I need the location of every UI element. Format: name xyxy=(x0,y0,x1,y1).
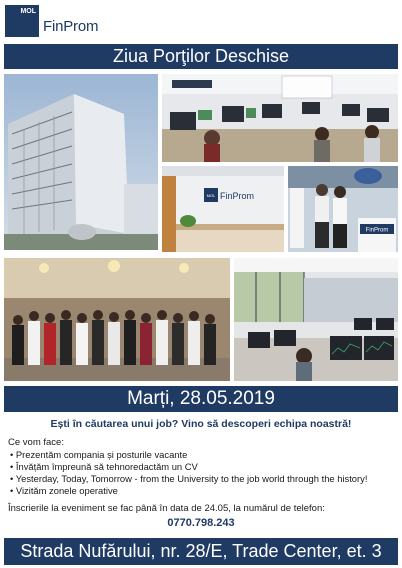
mol-logo-mark: MOL xyxy=(5,5,39,37)
address-banner: Strada Nufărului, nr. 28/E, Trade Center, et. 3 xyxy=(4,538,398,565)
title-banner: Ziua Porţilor Deschise xyxy=(4,44,398,69)
building-photo xyxy=(4,74,158,250)
logo-company-name: FinProm xyxy=(43,17,99,35)
booth-sign-text: FinProm xyxy=(365,227,389,234)
event-booth-photo xyxy=(288,166,398,252)
reception-photo xyxy=(162,166,284,252)
agenda-item: • Învățăm împreună să tehnoredactăm un CV xyxy=(10,461,367,473)
agenda-item: • Yesterday, Today, Tomorrow - from the University to the job world through the history! xyxy=(10,473,367,485)
agenda-item: • Prezentăm compania și posturile vacante xyxy=(10,449,367,461)
finprom-logo xyxy=(5,5,98,37)
agenda-item: • Vizităm zonele operative xyxy=(10,485,367,497)
agenda-heading: Ce vom face: xyxy=(8,437,64,448)
registration-note: Înscrierile la eveniment se fac până în data de 24.05, la numărul de telefon: xyxy=(8,503,325,514)
monitors-office-photo xyxy=(234,258,398,381)
phone-number[interactable]: 0770.798.243 xyxy=(167,517,235,529)
reception-sign-mark: MOL xyxy=(206,193,216,198)
agenda-list xyxy=(10,449,367,497)
team-group-photo xyxy=(4,258,230,381)
reception-sign-text: FinProm xyxy=(220,191,255,201)
open-office-photo xyxy=(162,74,398,162)
event-date-banner: Marți, 28.05.2019 xyxy=(4,386,398,412)
tagline: Ești în căutarea unui job? Vino să descoperi echipa noastră! xyxy=(50,418,352,430)
